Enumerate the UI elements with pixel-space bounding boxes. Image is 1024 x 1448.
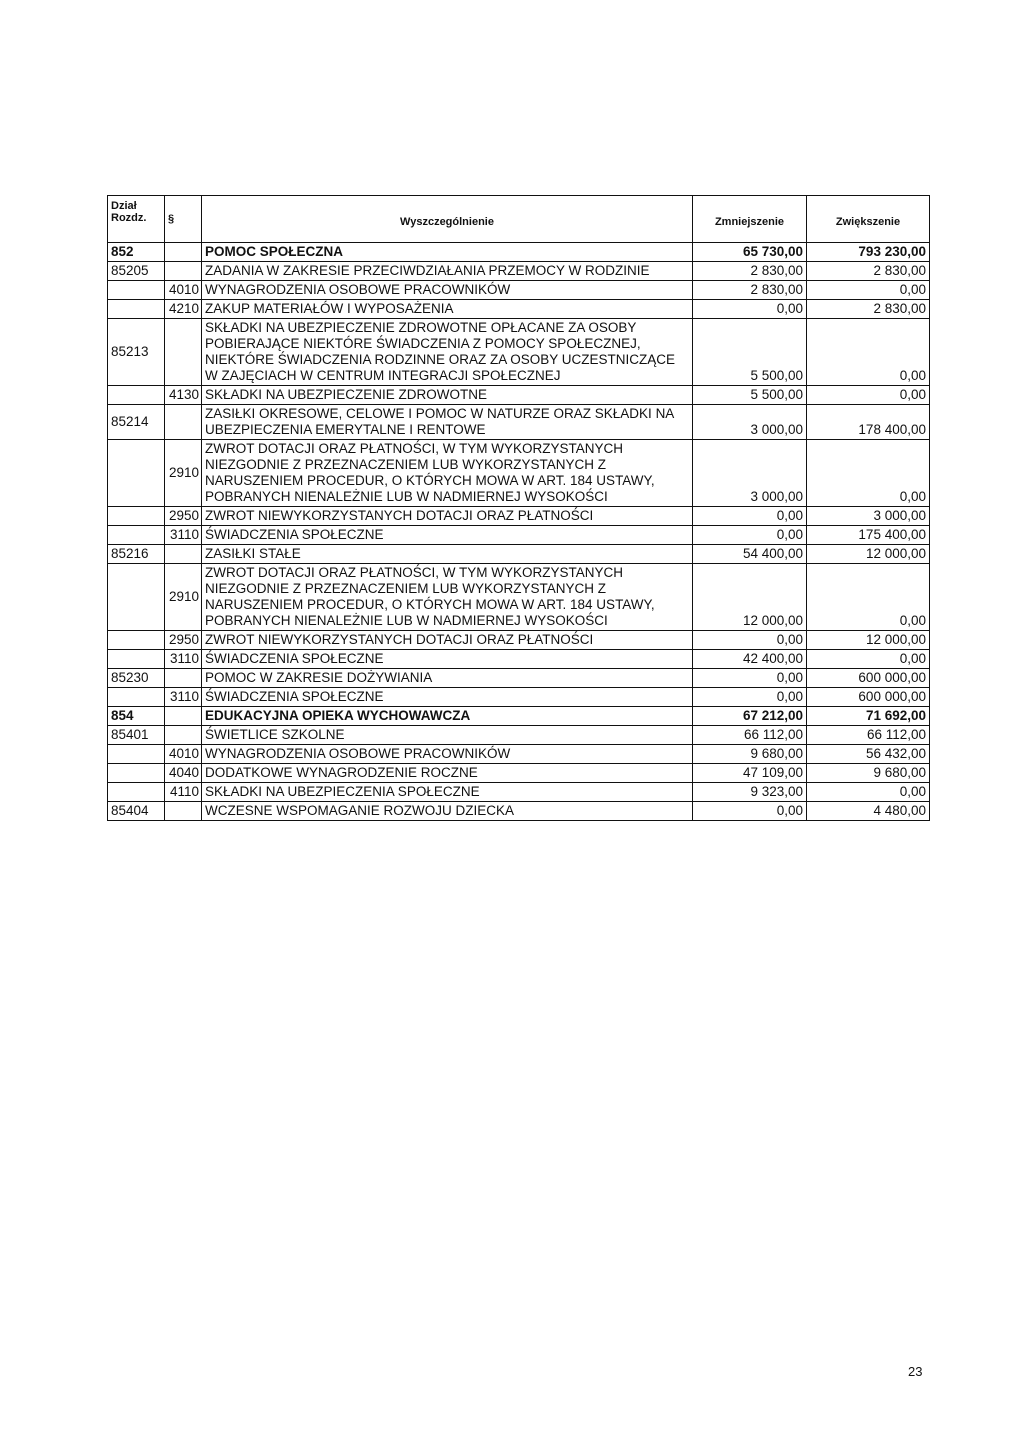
cell-increase: 2 830,00	[807, 262, 930, 281]
cell-increase: 0,00	[807, 440, 930, 507]
cell-dzial-rozdz	[108, 688, 165, 707]
cell-description: ŚWIADCZENIA SPOŁECZNE	[202, 526, 693, 545]
table-row	[108, 802, 930, 821]
cell-paragraph: 4130	[165, 386, 202, 405]
cell-decrease: 3 000,00	[693, 440, 807, 507]
cell-decrease: 67 212,00	[693, 707, 807, 726]
cell-dzial-rozdz	[108, 440, 165, 507]
cell-description: ZADANIA W ZAKRESIE PRZECIWDZIAŁANIA PRZEMOCY W RODZINIE	[202, 262, 693, 281]
cell-dzial-rozdz: 85214	[108, 405, 165, 440]
cell-description: ŚWIADCZENIA SPOŁECZNE	[202, 688, 693, 707]
cell-dzial-rozdz: 85401	[108, 726, 165, 745]
page-number: 23	[908, 1364, 923, 1379]
header-rozdz: Rozdz.	[111, 212, 147, 224]
budget-table-wrapper	[107, 195, 929, 821]
cell-increase: 3 000,00	[807, 507, 930, 526]
cell-paragraph: 3110	[165, 526, 202, 545]
cell-increase: 0,00	[807, 386, 930, 405]
cell-increase: 0,00	[807, 783, 930, 802]
table-row	[108, 319, 930, 386]
table-row	[108, 526, 930, 545]
cell-increase: 600 000,00	[807, 688, 930, 707]
cell-dzial-rozdz	[108, 300, 165, 319]
table-header-row	[108, 196, 930, 243]
cell-dzial-rozdz	[108, 650, 165, 669]
cell-dzial-rozdz: 85404	[108, 802, 165, 821]
cell-increase: 56 432,00	[807, 745, 930, 764]
cell-paragraph	[165, 319, 202, 386]
cell-description: ZWROT DOTACJI ORAZ PŁATNOŚCI, W TYM WYKORZYSTANYCH NIEZGODNIE Z PRZEZNACZENIEM LUB WYKORZYSTANYCH Z NARUSZENIEM PROCEDUR, O KTÓRYCH MOWA W ART. 184 USTAWY, POBRANYCH NIENALEŻNIE LUB W NADMIERNEJ WYSOKOŚCI	[202, 564, 693, 631]
cell-paragraph: 4040	[165, 764, 202, 783]
header-increase: Zwiększenie	[807, 196, 930, 243]
cell-decrease: 5 500,00	[693, 386, 807, 405]
cell-decrease: 2 830,00	[693, 262, 807, 281]
cell-increase: 793 230,00	[807, 243, 930, 262]
cell-description: SKŁADKI NA UBEZPIECZENIA SPOŁECZNE	[202, 783, 693, 802]
cell-decrease: 0,00	[693, 669, 807, 688]
cell-paragraph: 3110	[165, 688, 202, 707]
cell-increase: 9 680,00	[807, 764, 930, 783]
cell-paragraph	[165, 726, 202, 745]
cell-description: POMOC SPOŁECZNA	[202, 243, 693, 262]
cell-paragraph	[165, 802, 202, 821]
table-row	[108, 650, 930, 669]
cell-increase: 2 830,00	[807, 300, 930, 319]
table-row	[108, 631, 930, 650]
cell-decrease: 5 500,00	[693, 319, 807, 386]
table-row	[108, 243, 930, 262]
cell-decrease: 0,00	[693, 300, 807, 319]
cell-paragraph: 3110	[165, 650, 202, 669]
cell-decrease: 0,00	[693, 802, 807, 821]
table-row	[108, 262, 930, 281]
table-row	[108, 405, 930, 440]
header-dzial-rozdz	[108, 196, 165, 243]
cell-dzial-rozdz: 85230	[108, 669, 165, 688]
cell-paragraph	[165, 545, 202, 564]
cell-increase: 178 400,00	[807, 405, 930, 440]
cell-description: ZWROT NIEWYKORZYSTANYCH DOTACJI ORAZ PŁATNOŚCI	[202, 631, 693, 650]
table-row	[108, 507, 930, 526]
cell-dzial-rozdz	[108, 526, 165, 545]
cell-dzial-rozdz	[108, 564, 165, 631]
cell-increase: 12 000,00	[807, 631, 930, 650]
cell-dzial-rozdz	[108, 507, 165, 526]
cell-description: WYNAGRODZENIA OSOBOWE PRACOWNIKÓW	[202, 745, 693, 764]
cell-decrease: 2 830,00	[693, 281, 807, 300]
cell-description: ŚWIETLICE SZKOLNE	[202, 726, 693, 745]
cell-decrease: 42 400,00	[693, 650, 807, 669]
cell-decrease: 0,00	[693, 526, 807, 545]
cell-dzial-rozdz: 852	[108, 243, 165, 262]
cell-dzial-rozdz	[108, 281, 165, 300]
cell-paragraph	[165, 243, 202, 262]
cell-dzial-rozdz	[108, 386, 165, 405]
cell-description: POMOC W ZAKRESIE DOŻYWIANIA	[202, 669, 693, 688]
cell-dzial-rozdz	[108, 745, 165, 764]
table-body	[108, 243, 930, 821]
cell-decrease: 66 112,00	[693, 726, 807, 745]
cell-paragraph: 2910	[165, 440, 202, 507]
table-row	[108, 386, 930, 405]
cell-description: SKŁADKI NA UBEZPIECZENIE ZDROWOTNE OPŁACANE ZA OSOBY POBIERAJĄCE NIEKTÓRE ŚWIADCZENIA Z POMOCY SPOŁECZNEJ, NIEKTÓRE ŚWIADCZENIA RODZINNE ORAZ ZA OSOBY UCZESTNICZĄCE W ZAJĘCIACH W CENTRUM INTEGRACJI SPOŁECZNEJ	[202, 319, 693, 386]
table-row	[108, 783, 930, 802]
cell-paragraph: 4110	[165, 783, 202, 802]
header-decrease: Zmniejszenie	[693, 196, 807, 243]
cell-decrease: 0,00	[693, 507, 807, 526]
cell-description: WYNAGRODZENIA OSOBOWE PRACOWNIKÓW	[202, 281, 693, 300]
cell-increase: 66 112,00	[807, 726, 930, 745]
table-row	[108, 707, 930, 726]
cell-paragraph: 4210	[165, 300, 202, 319]
cell-description: ŚWIADCZENIA SPOŁECZNE	[202, 650, 693, 669]
cell-description: ZAKUP MATERIAŁÓW I WYPOSAŻENIA	[202, 300, 693, 319]
cell-decrease: 65 730,00	[693, 243, 807, 262]
cell-increase: 175 400,00	[807, 526, 930, 545]
cell-increase: 71 692,00	[807, 707, 930, 726]
cell-dzial-rozdz: 854	[108, 707, 165, 726]
header-paragraph: §	[165, 196, 202, 243]
cell-description: ZWROT DOTACJI ORAZ PŁATNOŚCI, W TYM WYKORZYSTANYCH NIEZGODNIE Z PRZEZNACZENIEM LUB WYKORZYSTANYCH Z NARUSZENIEM PROCEDUR, O KTÓRYCH MOWA W ART. 184 USTAWY, POBRANYCH NIENALEŻNIE LUB W NADMIERNEJ WYSOKOŚCI	[202, 440, 693, 507]
cell-increase: 4 480,00	[807, 802, 930, 821]
cell-dzial-rozdz: 85216	[108, 545, 165, 564]
cell-decrease: 54 400,00	[693, 545, 807, 564]
table-row	[108, 688, 930, 707]
cell-paragraph: 2950	[165, 507, 202, 526]
cell-paragraph	[165, 707, 202, 726]
cell-paragraph	[165, 405, 202, 440]
cell-increase: 0,00	[807, 281, 930, 300]
table-row	[108, 281, 930, 300]
cell-description: ZASIŁKI STAŁE	[202, 545, 693, 564]
table-row	[108, 669, 930, 688]
cell-paragraph: 4010	[165, 281, 202, 300]
cell-paragraph: 4010	[165, 745, 202, 764]
cell-decrease: 12 000,00	[693, 564, 807, 631]
cell-decrease: 47 109,00	[693, 764, 807, 783]
cell-paragraph: 2910	[165, 564, 202, 631]
cell-decrease: 0,00	[693, 688, 807, 707]
table-row	[108, 300, 930, 319]
cell-paragraph	[165, 669, 202, 688]
cell-description: WCZESNE WSPOMAGANIE ROZWOJU DZIECKA	[202, 802, 693, 821]
cell-dzial-rozdz: 85205	[108, 262, 165, 281]
table-row	[108, 440, 930, 507]
cell-description: ZASIŁKI OKRESOWE, CELOWE I POMOC W NATURZE ORAZ SKŁADKI NA UBEZPIECZENIA EMERYTALNE I RENTOWE	[202, 405, 693, 440]
budget-changes-table	[107, 195, 930, 821]
cell-description: SKŁADKI NA UBEZPIECZENIE ZDROWOTNE	[202, 386, 693, 405]
cell-decrease: 3 000,00	[693, 405, 807, 440]
cell-dzial-rozdz	[108, 783, 165, 802]
header-dzial: Dział	[111, 200, 137, 212]
table-row	[108, 764, 930, 783]
cell-dzial-rozdz	[108, 631, 165, 650]
cell-description: ZWROT NIEWYKORZYSTANYCH DOTACJI ORAZ PŁATNOŚCI	[202, 507, 693, 526]
table-row	[108, 564, 930, 631]
cell-description: EDUKACYJNA OPIEKA WYCHOWAWCZA	[202, 707, 693, 726]
cell-increase: 0,00	[807, 650, 930, 669]
cell-increase: 12 000,00	[807, 545, 930, 564]
cell-decrease: 9 323,00	[693, 783, 807, 802]
cell-increase: 0,00	[807, 564, 930, 631]
cell-paragraph: 2950	[165, 631, 202, 650]
table-row	[108, 726, 930, 745]
table-row	[108, 545, 930, 564]
cell-dzial-rozdz	[108, 764, 165, 783]
cell-increase: 600 000,00	[807, 669, 930, 688]
cell-decrease: 0,00	[693, 631, 807, 650]
header-description: Wyszczególnienie	[202, 196, 693, 243]
cell-increase: 0,00	[807, 319, 930, 386]
cell-dzial-rozdz: 85213	[108, 319, 165, 386]
cell-decrease: 9 680,00	[693, 745, 807, 764]
table-row	[108, 745, 930, 764]
cell-paragraph	[165, 262, 202, 281]
cell-description: DODATKOWE WYNAGRODZENIE ROCZNE	[202, 764, 693, 783]
